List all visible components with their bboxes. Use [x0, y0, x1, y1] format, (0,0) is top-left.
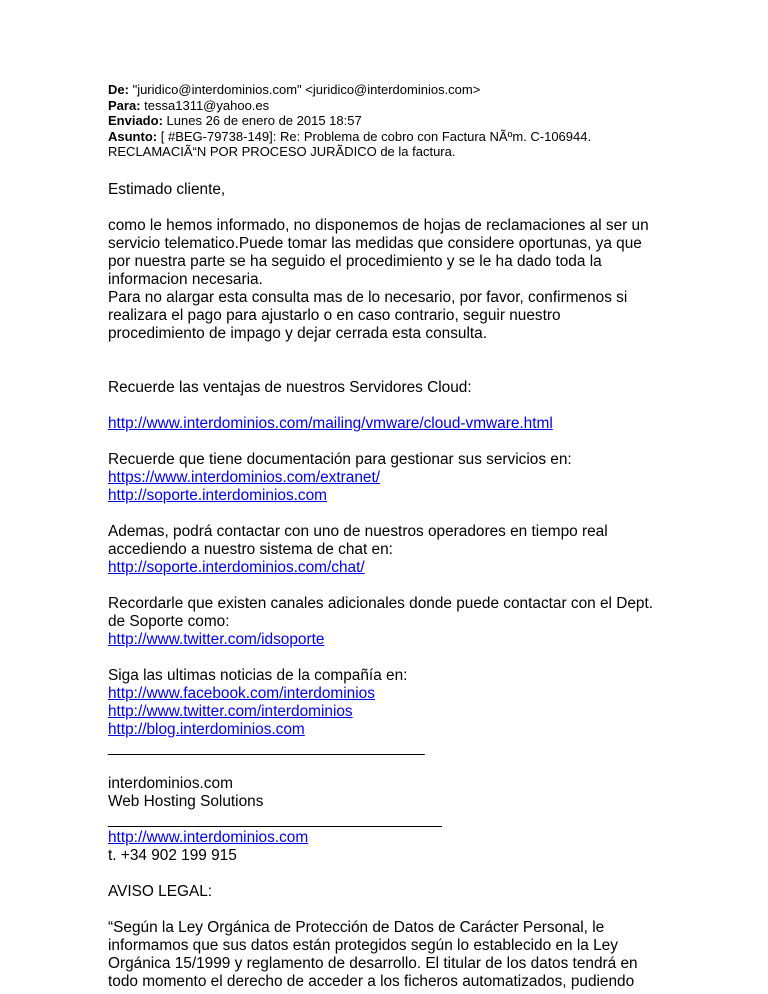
para-line: informacion necesaria.	[108, 270, 263, 288]
soporte-link[interactable]: http://soporte.interdominios.com	[108, 486, 327, 504]
blog-link[interactable]: http://blog.interdominios.com	[108, 720, 305, 738]
subject-label: Asunto:	[108, 128, 158, 144]
para-line: realizara el pago para ajustarlo o en caso contrario, seguir nuestro	[108, 306, 561, 324]
email-document	[108, 82, 688, 991]
para-line: procedimiento de impago y dejar cerrada esta consulta.	[108, 324, 487, 342]
para-line: como le hemos informado, no disponemos de hojas de reclamaciones al ser un	[108, 216, 649, 234]
email-header	[108, 82, 688, 160]
chat-link[interactable]: http://soporte.interdominios.com/chat/	[108, 558, 365, 576]
legal-paragraph	[108, 919, 688, 991]
sent-value: Lunes 26 de enero de 2015 18:57	[166, 113, 362, 128]
cloud-link[interactable]: http://www.interdominios.com/mailing/vmware/cloud-vmware.html	[108, 414, 553, 432]
para-line: servicio telematico.Puede tomar las medidas que considere oportunas, ya que	[108, 234, 642, 252]
from-value: "juridico@interdominios.com" <juridico@interdominios.com>	[132, 82, 481, 97]
subject-value: [ #BEG-79738-149]: Re: Problema de cobro con Factura NÃºm. C-106944.	[160, 128, 592, 144]
para-line: Para no alargar esta consulta mas de lo necesario, por favor, confirmenos si	[108, 288, 628, 306]
para-line: por nuestra parte se ha seguido el procedimiento y se le ha dado toda la	[108, 252, 602, 270]
chat-text: Ademas, podrá contactar con uno de nuestros operadores en tiempo real	[108, 522, 608, 540]
to-value: tessa1311@yahoo.es	[144, 97, 270, 113]
twitter-support-link[interactable]: http://www.twitter.com/idsoporte	[108, 630, 325, 648]
greeting: Estimado cliente,	[108, 180, 226, 198]
to-label: Para:	[108, 97, 141, 113]
message-paragraph	[108, 217, 688, 343]
header-to	[108, 98, 688, 114]
header-subject	[108, 129, 688, 145]
legal-line: Orgánica 15/1999 y reglamento de desarrollo. El titular de los datos tendrá en	[108, 954, 638, 972]
legal-line: informamos que sus datos están protegidos según lo establecido en la Ley	[108, 936, 618, 954]
separator-line: _______________________________________	[108, 810, 442, 828]
signature-phone: t. +34 902 199 915	[108, 846, 237, 864]
channels-text: Recordarle que existen canales adicionales donde puede contactar con el Dept.	[108, 594, 654, 612]
separator-line: _____________________________________	[108, 738, 425, 756]
news-text: Siga las ultimas noticias de la compañía en:	[108, 666, 408, 684]
channels-text: de Soporte como:	[108, 612, 230, 630]
cloud-title: Recuerde las ventajas de nuestros Servidores Cloud:	[108, 378, 472, 396]
header-sent	[108, 113, 688, 129]
sent-label: Enviado:	[108, 113, 163, 128]
doc-text: Recuerde que tiene documentación para gestionar sus servicios en:	[108, 450, 572, 468]
chat-text: accediendo a nuestro sistema de chat en:	[108, 540, 393, 558]
signature-tagline: Web Hosting Solutions	[108, 792, 264, 810]
legal-title: AVISO LEGAL:	[108, 882, 213, 900]
legal-line: todo momento el derecho de acceder a los ficheros automatizados, pudiendo	[108, 972, 635, 990]
header-from	[108, 82, 688, 98]
from-label: De:	[108, 82, 129, 97]
twitter-link[interactable]: http://www.twitter.com/interdominios	[108, 702, 353, 720]
website-link[interactable]: http://www.interdominios.com	[108, 828, 309, 846]
header-subject-cont: RECLAMACIÃ“N POR PROCESO JURÃDICO de la factura.	[108, 144, 456, 159]
facebook-link[interactable]: http://www.facebook.com/interdominios	[108, 684, 375, 702]
legal-line: “Según la Ley Orgánica de Protección de Datos de Carácter Personal, le	[108, 918, 605, 936]
signature-company: interdominios.com	[108, 774, 233, 792]
extranet-link[interactable]: https://www.interdominios.com/extranet/	[108, 468, 381, 486]
